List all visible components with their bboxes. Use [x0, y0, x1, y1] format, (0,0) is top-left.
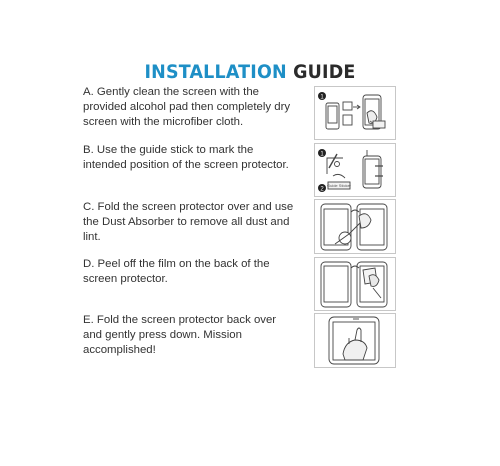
peel-film-illustration [314, 257, 396, 311]
step-e-text: E. Fold the screen protector back over and gently press down. Mission accomplished! [83, 314, 277, 356]
page-title [20, 60, 480, 84]
step-b-text: B. Use the guide stick to mark the intended position of the screen protector. [83, 144, 289, 171]
step-c-text: C. Fold the screen protector over and use the Dust Absorber to remove all dust and lint. [83, 201, 294, 243]
badge-2: 2 [320, 186, 324, 193]
step-a-text: A. Gently clean the screen with the provided alcohol pad then completely dry screen with the microfiber cloth. [83, 86, 291, 128]
guide-stick-illustration [314, 143, 396, 197]
title-guide: GUIDE [293, 61, 356, 83]
guide-sticker-label: Guide Sticker [326, 183, 352, 188]
title-installation: INSTALLATION [144, 61, 287, 83]
press-down-illustration [314, 313, 396, 368]
badge-1b: 1 [320, 151, 324, 158]
clean-screen-illustration [314, 86, 396, 140]
badge-1: 1 [320, 94, 324, 101]
step-d-text: D. Peel off the film on the back of the screen protector. [83, 258, 270, 285]
dust-absorber-illustration [314, 199, 396, 254]
